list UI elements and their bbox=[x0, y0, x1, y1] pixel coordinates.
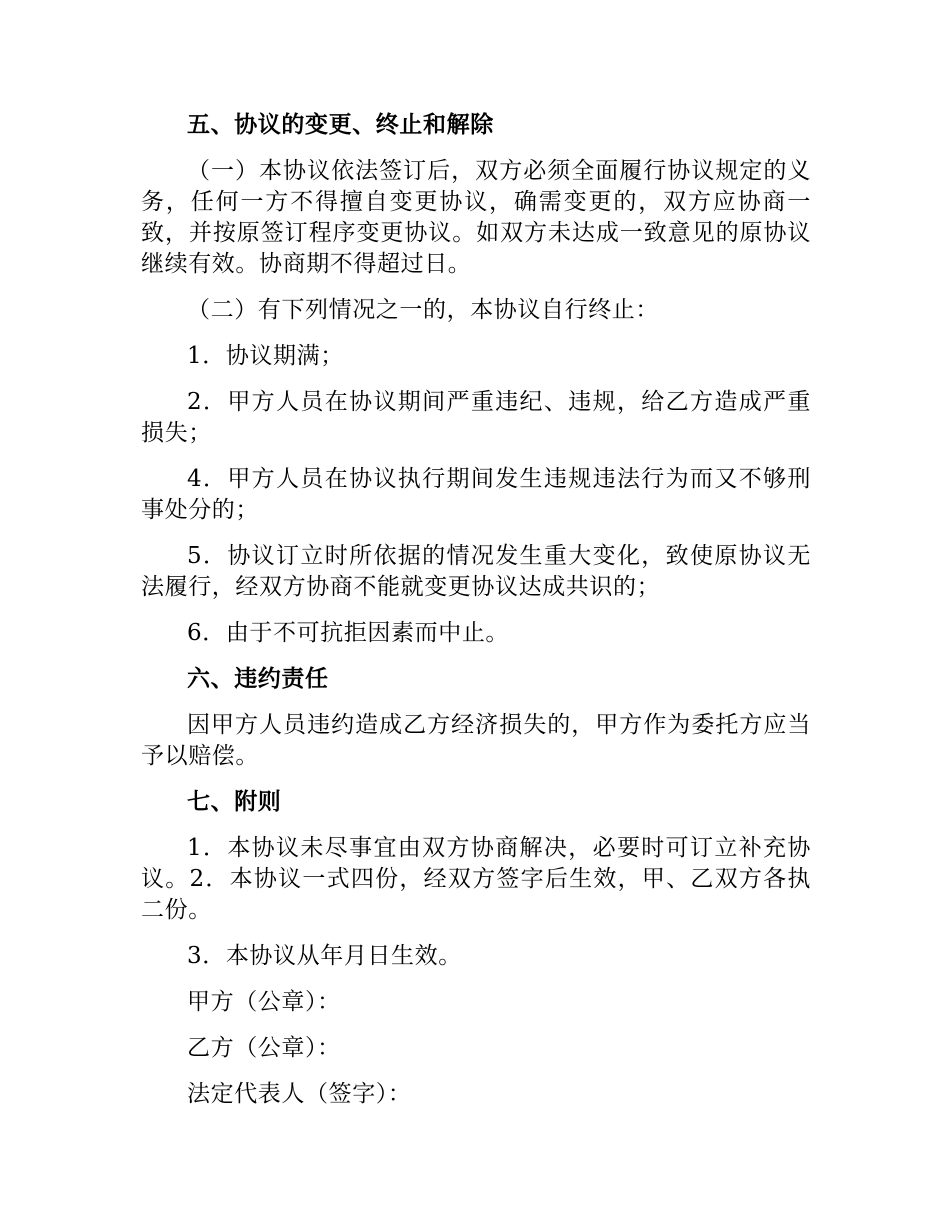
list-item-termination-5: 5．协议订立时所依据的情况发生重大变化，致使原协议无法履行，经双方协商不能就变更协议达成共识的； bbox=[141, 543, 811, 600]
list-item-termination-1: 1．协议期满； bbox=[187, 343, 344, 369]
list-item-termination-4: 4．甲方人员在协议执行期间发生违规违法行为而又不够刑事处分的； bbox=[141, 466, 811, 523]
signature-party-b: 乙方（公章）： bbox=[187, 1035, 341, 1061]
paragraph-effective-date: 3．本协议从年月日生效。 bbox=[187, 943, 462, 969]
section-heading-amendment: 五、协议的变更、终止和解除 bbox=[187, 112, 494, 138]
list-item-termination-2: 2．甲方人员在协议期间严重违纪、违规，给乙方造成严重损失； bbox=[141, 389, 811, 446]
section-heading-liability: 六、违约责任 bbox=[187, 666, 329, 692]
paragraph-supplementary-1: 1．本协议未尽事宜由双方协商解决，必要时可订立补充协议。2．本协议一式四份，经双方签字后生效，甲、乙双方各执二份。 bbox=[141, 835, 811, 923]
signature-legal-representative: 法定代表人（签字）： bbox=[187, 1081, 412, 1107]
paragraph-termination-intro: （二）有下列情况之一的，本协议自行终止： bbox=[187, 297, 659, 323]
paragraph-amendment-terms: （一）本协议依法签订后，双方必须全面履行协议规定的义务，任何一方不得擅自变更协议，确需变更的，双方应协商一致，并按原签订程序变更协议。如双方未达成一致意见的原协议继续有效。协商期不得超过日。 bbox=[141, 158, 811, 277]
list-item-termination-6: 6．由于不可抗拒因素而中止。 bbox=[187, 620, 510, 646]
signature-party-a: 甲方（公章）： bbox=[187, 989, 341, 1015]
paragraph-liability: 因甲方人员违约造成乙方经济损失的，甲方作为委托方应当予以赔偿。 bbox=[141, 712, 811, 769]
document-body bbox=[141, 110, 811, 1125]
section-heading-supplementary: 七、附则 bbox=[187, 789, 282, 815]
